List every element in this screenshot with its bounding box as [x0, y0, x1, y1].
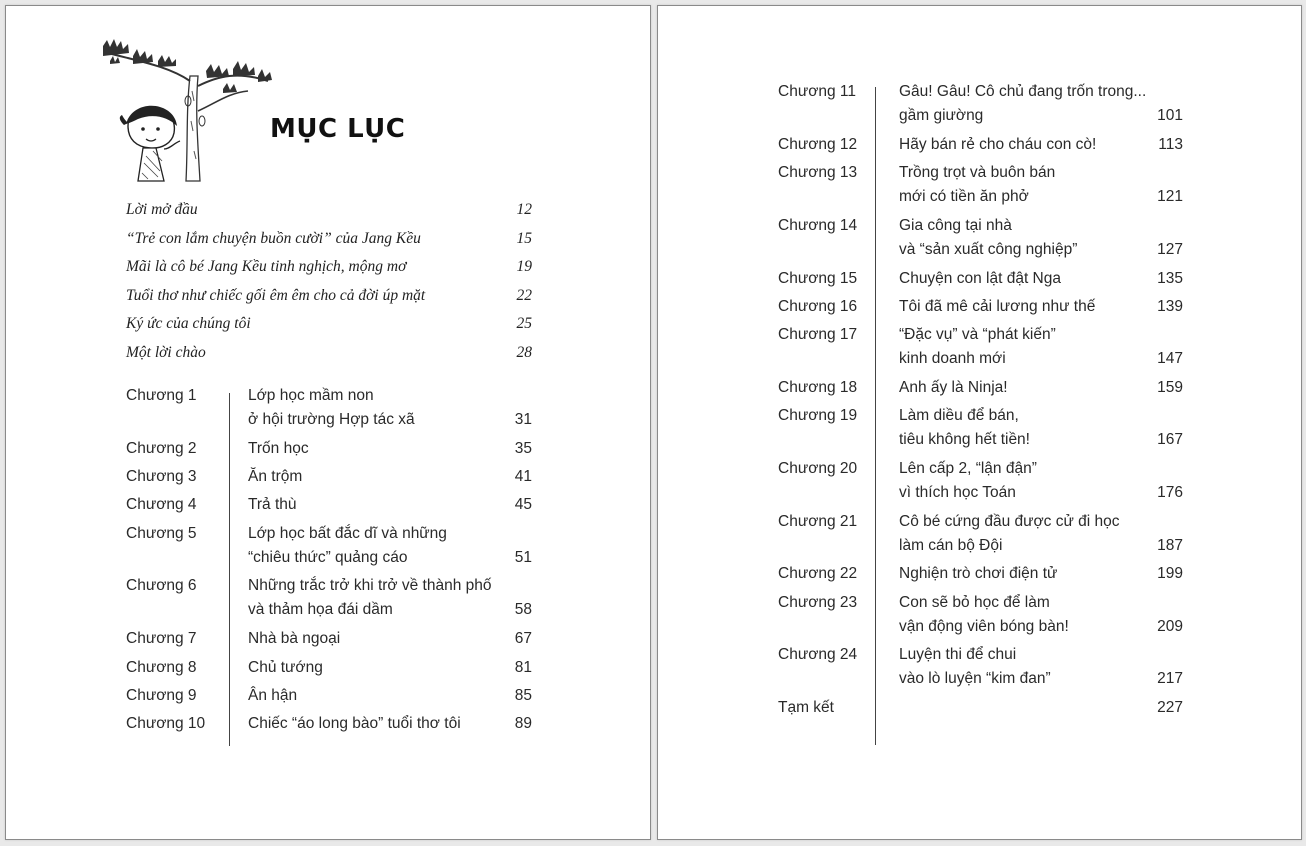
chapter-title-line1: Ân hận	[248, 687, 298, 704]
chapter-entry[interactable]	[778, 407, 1183, 457]
chapter-title-line1: Trốn học	[248, 440, 309, 457]
chapter-label: Chương 4	[126, 496, 197, 513]
chapter-label: Chương 12	[778, 136, 858, 153]
entry-title: Một lời chào	[126, 343, 206, 361]
entry-title: Ký ức của chúng tôi	[126, 315, 251, 333]
chapter-entry[interactable]	[126, 659, 532, 683]
chapter-page-number: 127	[1157, 241, 1183, 258]
chapter-title-line1: Lớp học bất đắc dĩ và những	[248, 525, 447, 542]
chapter-title-line1: Những trắc trở khi trở về thành phố	[248, 577, 492, 594]
chapter-label: Chương 17	[778, 326, 858, 343]
chapter-entry[interactable]	[778, 270, 1183, 294]
chapter-page-number: 51	[514, 549, 532, 566]
chapter-page-number: 167	[1157, 431, 1183, 448]
page-title: MỤC LỤC	[270, 114, 406, 144]
chapter-page-number: 35	[514, 440, 532, 457]
chapter-page-number: 81	[514, 659, 532, 676]
left-page	[5, 5, 651, 840]
chapter-title-line1: Hãy bán rẻ cho cháu con cò!	[899, 136, 1097, 153]
chapter-page-number: 67	[514, 630, 532, 647]
chapter-entry[interactable]	[126, 440, 532, 464]
chapter-label: Chương 22	[778, 565, 858, 582]
chapter-page-number: 147	[1157, 350, 1183, 367]
chapter-entry[interactable]	[778, 646, 1183, 696]
entry-page: 25	[516, 315, 532, 333]
front-matter-item[interactable]	[126, 199, 532, 228]
chapter-page-number: 209	[1157, 618, 1183, 635]
chapter-entry[interactable]	[778, 298, 1183, 322]
entry-title: Tuổi thơ như chiếc gối êm êm cho cả đời úp mặt	[126, 286, 426, 304]
chapter-entry[interactable]	[778, 699, 1183, 723]
entry-page: 15	[516, 229, 532, 247]
chapter-page-number: 135	[1157, 270, 1183, 287]
chapter-title-line1: Anh ấy là Ninja!	[899, 379, 1008, 396]
chapter-entry[interactable]	[778, 164, 1183, 214]
chapter-label: Chương 10	[126, 715, 206, 732]
chapter-label: Chương 21	[778, 513, 858, 530]
chapter-label: Chương 6	[126, 577, 197, 594]
chapter-title-line1: Chiếc “áo long bào” tuổi thơ tôi	[248, 715, 461, 732]
chapter-entry[interactable]	[126, 525, 532, 575]
chapter-title-line1: Trả thù	[248, 496, 297, 513]
chapter-label: Chương 11	[778, 83, 856, 100]
chapter-page-number: 31	[514, 411, 532, 428]
chapter-title-line1: Luyện thi để chui	[899, 646, 1017, 663]
chapter-title-line2: vì thích học Toán	[899, 484, 1016, 501]
chapter-label: Chương 9	[126, 687, 197, 704]
chapter-label: Chương 3	[126, 468, 197, 485]
chapter-page-number: 101	[1157, 107, 1183, 124]
chapter-page-number: 85	[514, 687, 532, 704]
chapter-entry[interactable]	[778, 83, 1183, 133]
chapter-entry[interactable]	[126, 387, 532, 437]
chapter-label: Chương 14	[778, 217, 858, 234]
chapter-entry[interactable]	[778, 513, 1183, 563]
chapter-page-number: 41	[514, 468, 532, 485]
front-matter-item[interactable]	[126, 285, 532, 314]
chapter-title-line1: Tôi đã mê cải lương như thế	[899, 298, 1096, 315]
chapter-title-line2: tiêu không hết tiền!	[899, 431, 1030, 448]
chapter-label: Chương 19	[778, 407, 858, 424]
chapter-page-number: 159	[1157, 379, 1183, 396]
chapter-label: Chương 2	[126, 440, 197, 457]
tree-girl-illustration	[98, 31, 288, 191]
chapter-entry[interactable]	[126, 577, 532, 627]
chapter-page-number: 89	[514, 715, 532, 732]
chapter-title-line1: Cô bé cứng đầu được cử đi học	[899, 513, 1120, 530]
chapter-label: Chương 7	[126, 630, 197, 647]
chapter-title-line1: Lớp học mầm non	[248, 387, 374, 404]
entry-page: 12	[516, 201, 532, 218]
chapter-label: Chương 8	[126, 659, 197, 676]
chapter-page-number: 176	[1157, 484, 1183, 501]
chapter-title-line1: Gia công tại nhà	[899, 217, 1012, 234]
chapter-title-line2: ở hội trường Hợp tác xã	[248, 411, 415, 428]
chapter-label: Chương 15	[778, 270, 858, 287]
chapter-entry[interactable]	[126, 630, 532, 654]
chapter-entry[interactable]	[778, 217, 1183, 267]
chapter-label: Chương 24	[778, 646, 858, 663]
front-matter-item[interactable]	[126, 256, 532, 285]
chapter-title-line1: Nghiện trò chơi điện tử	[899, 565, 1058, 582]
chapter-title-line2: mới có tiền ăn phở	[899, 188, 1029, 205]
chapter-title-line2: làm cán bộ Đội	[899, 537, 1003, 554]
chapter-title-line1: Ăn trộm	[248, 468, 303, 485]
entry-page: 28	[516, 343, 532, 361]
chapter-label: Chương 16	[778, 298, 858, 315]
entry-title: Mãi là cô bé Jang Kều tinh nghịch, mộng mơ	[126, 258, 407, 276]
chapter-label: Chương 18	[778, 379, 858, 396]
chapter-entry[interactable]	[778, 460, 1183, 510]
chapter-page-number: 58	[514, 601, 532, 618]
chapter-label: Chương 13	[778, 164, 858, 181]
chapter-title-line2: vận động viên bóng bàn!	[899, 618, 1069, 635]
front-matter-item[interactable]	[126, 228, 532, 257]
front-matter-item[interactable]	[126, 313, 532, 342]
chapter-title-line1: Nhà bà ngoại	[248, 630, 341, 647]
chapter-entry[interactable]	[778, 379, 1183, 403]
chapter-entry[interactable]	[778, 136, 1183, 160]
chapter-entry[interactable]	[778, 594, 1183, 644]
chapter-page-number: 187	[1157, 537, 1183, 554]
chapter-title-line1: Con sẽ bỏ học để làm	[899, 594, 1050, 611]
front-matter-list	[126, 199, 532, 371]
chapter-entry[interactable]	[126, 496, 532, 520]
chapter-title-line2: gầm giường	[899, 107, 984, 124]
chapter-entry[interactable]	[126, 468, 532, 492]
right-page	[657, 5, 1302, 840]
chapter-page-number: 139	[1157, 298, 1183, 315]
chapter-title-line2: “chiêu thức” quảng cáo	[248, 549, 408, 566]
chapter-page-number: 45	[514, 496, 532, 513]
entry-page: 22	[516, 286, 532, 304]
chapter-title-line2: và “sản xuất công nghiệp”	[899, 241, 1078, 258]
entry-page: 19	[516, 258, 532, 276]
chapter-page-number: 199	[1157, 565, 1183, 582]
chapter-entry[interactable]	[126, 687, 532, 711]
chapter-title-line1: Chủ tướng	[248, 659, 323, 676]
chapter-page-number: 121	[1157, 188, 1183, 205]
chapter-label: Tạm kết	[778, 699, 834, 716]
entry-title: “Trẻ con lắm chuyện buồn cười” của Jang Kều	[126, 229, 421, 247]
chapter-entry[interactable]	[778, 326, 1183, 376]
front-matter-item[interactable]	[126, 342, 532, 371]
chapter-entry[interactable]	[126, 715, 532, 739]
chapter-label: Chương 23	[778, 594, 858, 611]
chapter-title-line1: Lên cấp 2, “lận đận”	[899, 460, 1037, 477]
chapter-title-line1: Trồng trọt và buôn bán	[899, 164, 1056, 181]
chapter-title-line2: vào lò luyện “kim đan”	[899, 670, 1051, 687]
chapter-title-line1: “Đặc vụ” và “phát kiến”	[899, 326, 1056, 343]
chapter-entry[interactable]	[778, 565, 1183, 589]
chapter-page-number: 227	[1157, 699, 1183, 716]
entry-title: Lời mở đầu	[126, 201, 198, 218]
chapter-title-line1: Làm diều để bán,	[899, 407, 1019, 424]
chapter-title-line1: Gâu! Gâu! Cô chủ đang trốn trong...	[899, 83, 1147, 100]
chapter-title-line2: kinh doanh mới	[899, 350, 1006, 367]
chapter-label: Chương 5	[126, 525, 197, 542]
chapter-page-number: 113	[1158, 136, 1183, 153]
chapter-label: Chương 1	[126, 387, 197, 404]
chapter-label: Chương 20	[778, 460, 858, 477]
chapter-page-number: 217	[1157, 670, 1183, 687]
chapter-title-line2: và thảm họa đái dầm	[248, 601, 393, 618]
chapter-title-line1: Chuyện con lật đật Nga	[899, 270, 1061, 287]
